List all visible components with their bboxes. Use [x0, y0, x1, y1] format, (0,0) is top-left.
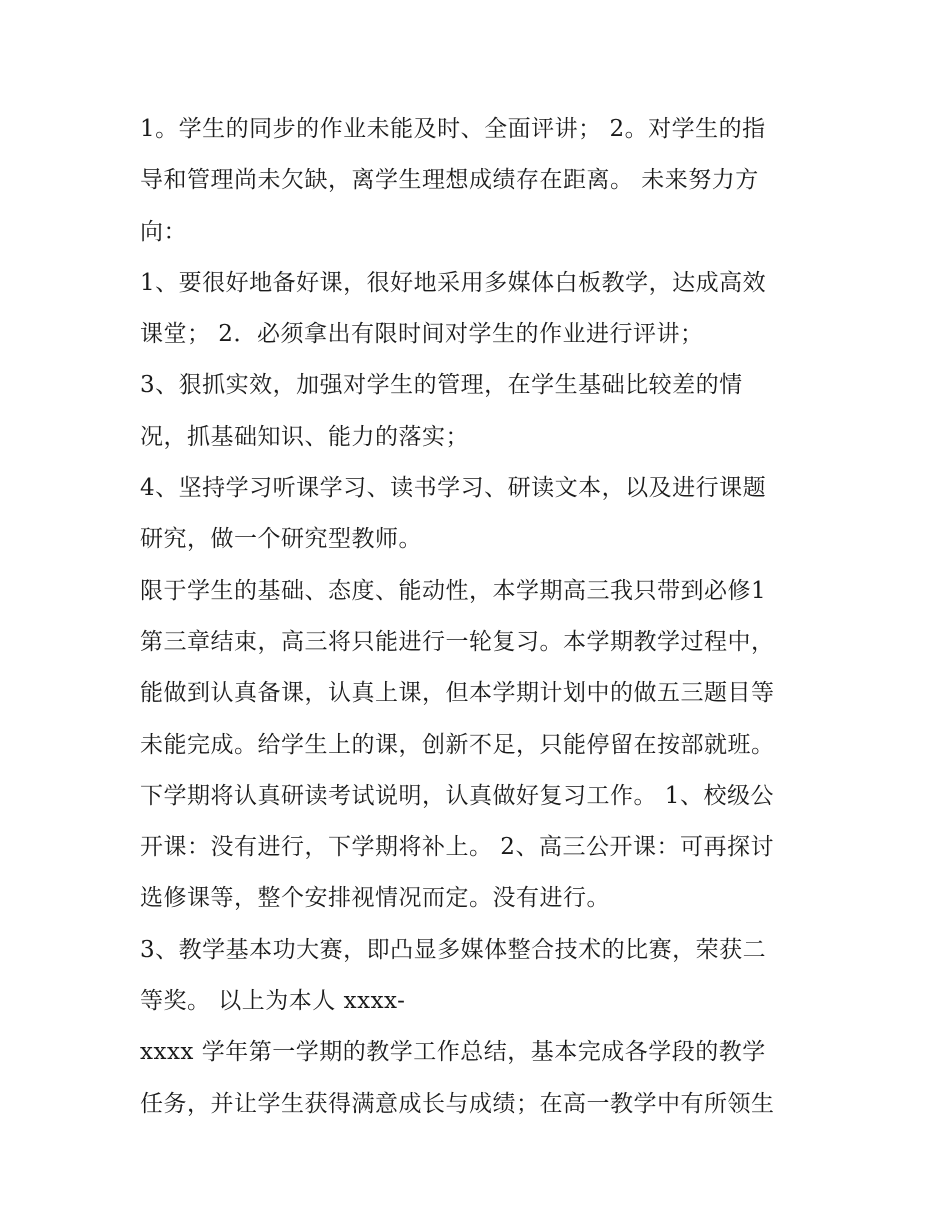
text-line: 开课：没有进行，下学期将补上。 2、高三公开课：可再探讨: [140, 834, 774, 861]
text-line: 等奖。 以上为本人 xxxx-: [140, 988, 406, 1015]
text-line: 能做到认真备课，认真上课，但本学期计划中的做五三题目等: [140, 680, 775, 707]
text-line: 4、坚持学习听课学习、读书学习、研读文本，以及进行课题: [140, 475, 767, 502]
text-line: 1、要很好地备好课，很好地采用多媒体白板教学，达成高效: [140, 269, 767, 296]
text-line: 课堂； 2．必须拿出有限时间对学生的作业进行评讲；: [140, 321, 704, 348]
document-body: [140, 104, 820, 1130]
text-line: 研究，做一个研究型教师。: [140, 526, 422, 553]
text-line: 导和管理尚未欠缺，离学生理想成绩存在距离。 未来努力方: [140, 167, 759, 194]
text-line: 向：: [140, 218, 187, 245]
text-line: 下学期将认真研读考试说明，认真做好复习工作。 1、校级公: [140, 782, 774, 809]
text-line: 未能完成。给学生上的课，创新不足，只能停留在按部就班。: [140, 731, 775, 758]
text-line: 第三章结束，高三将只能进行一轮复习。本学期教学过程中，: [140, 628, 775, 655]
text-line: xxxx 学年第一学期的教学工作总结，基本完成各学段的教学: [140, 1039, 766, 1066]
text-line: 况，抓基础知识、能力的落实；: [140, 423, 469, 450]
text-line: 选修课等，整个安排视情况而定。没有进行。: [140, 885, 610, 912]
text-line: 任务，并让学生获得满意成长与成绩；在高一教学中有所领生: [140, 1090, 775, 1117]
text-line: 限于学生的基础、态度、能动性，本学期高三我只带到必修1: [140, 577, 767, 604]
text-line: 3、教学基本功大赛，即凸显多媒体整合技术的比赛，荣获二: [140, 936, 767, 963]
text-line: 1。学生的同步的作业未能及时、全面评讲； 2。对学生的指: [140, 116, 766, 142]
text-line: 3、狠抓实效，加强对学生的管理，在学生基础比较差的情: [140, 372, 743, 399]
